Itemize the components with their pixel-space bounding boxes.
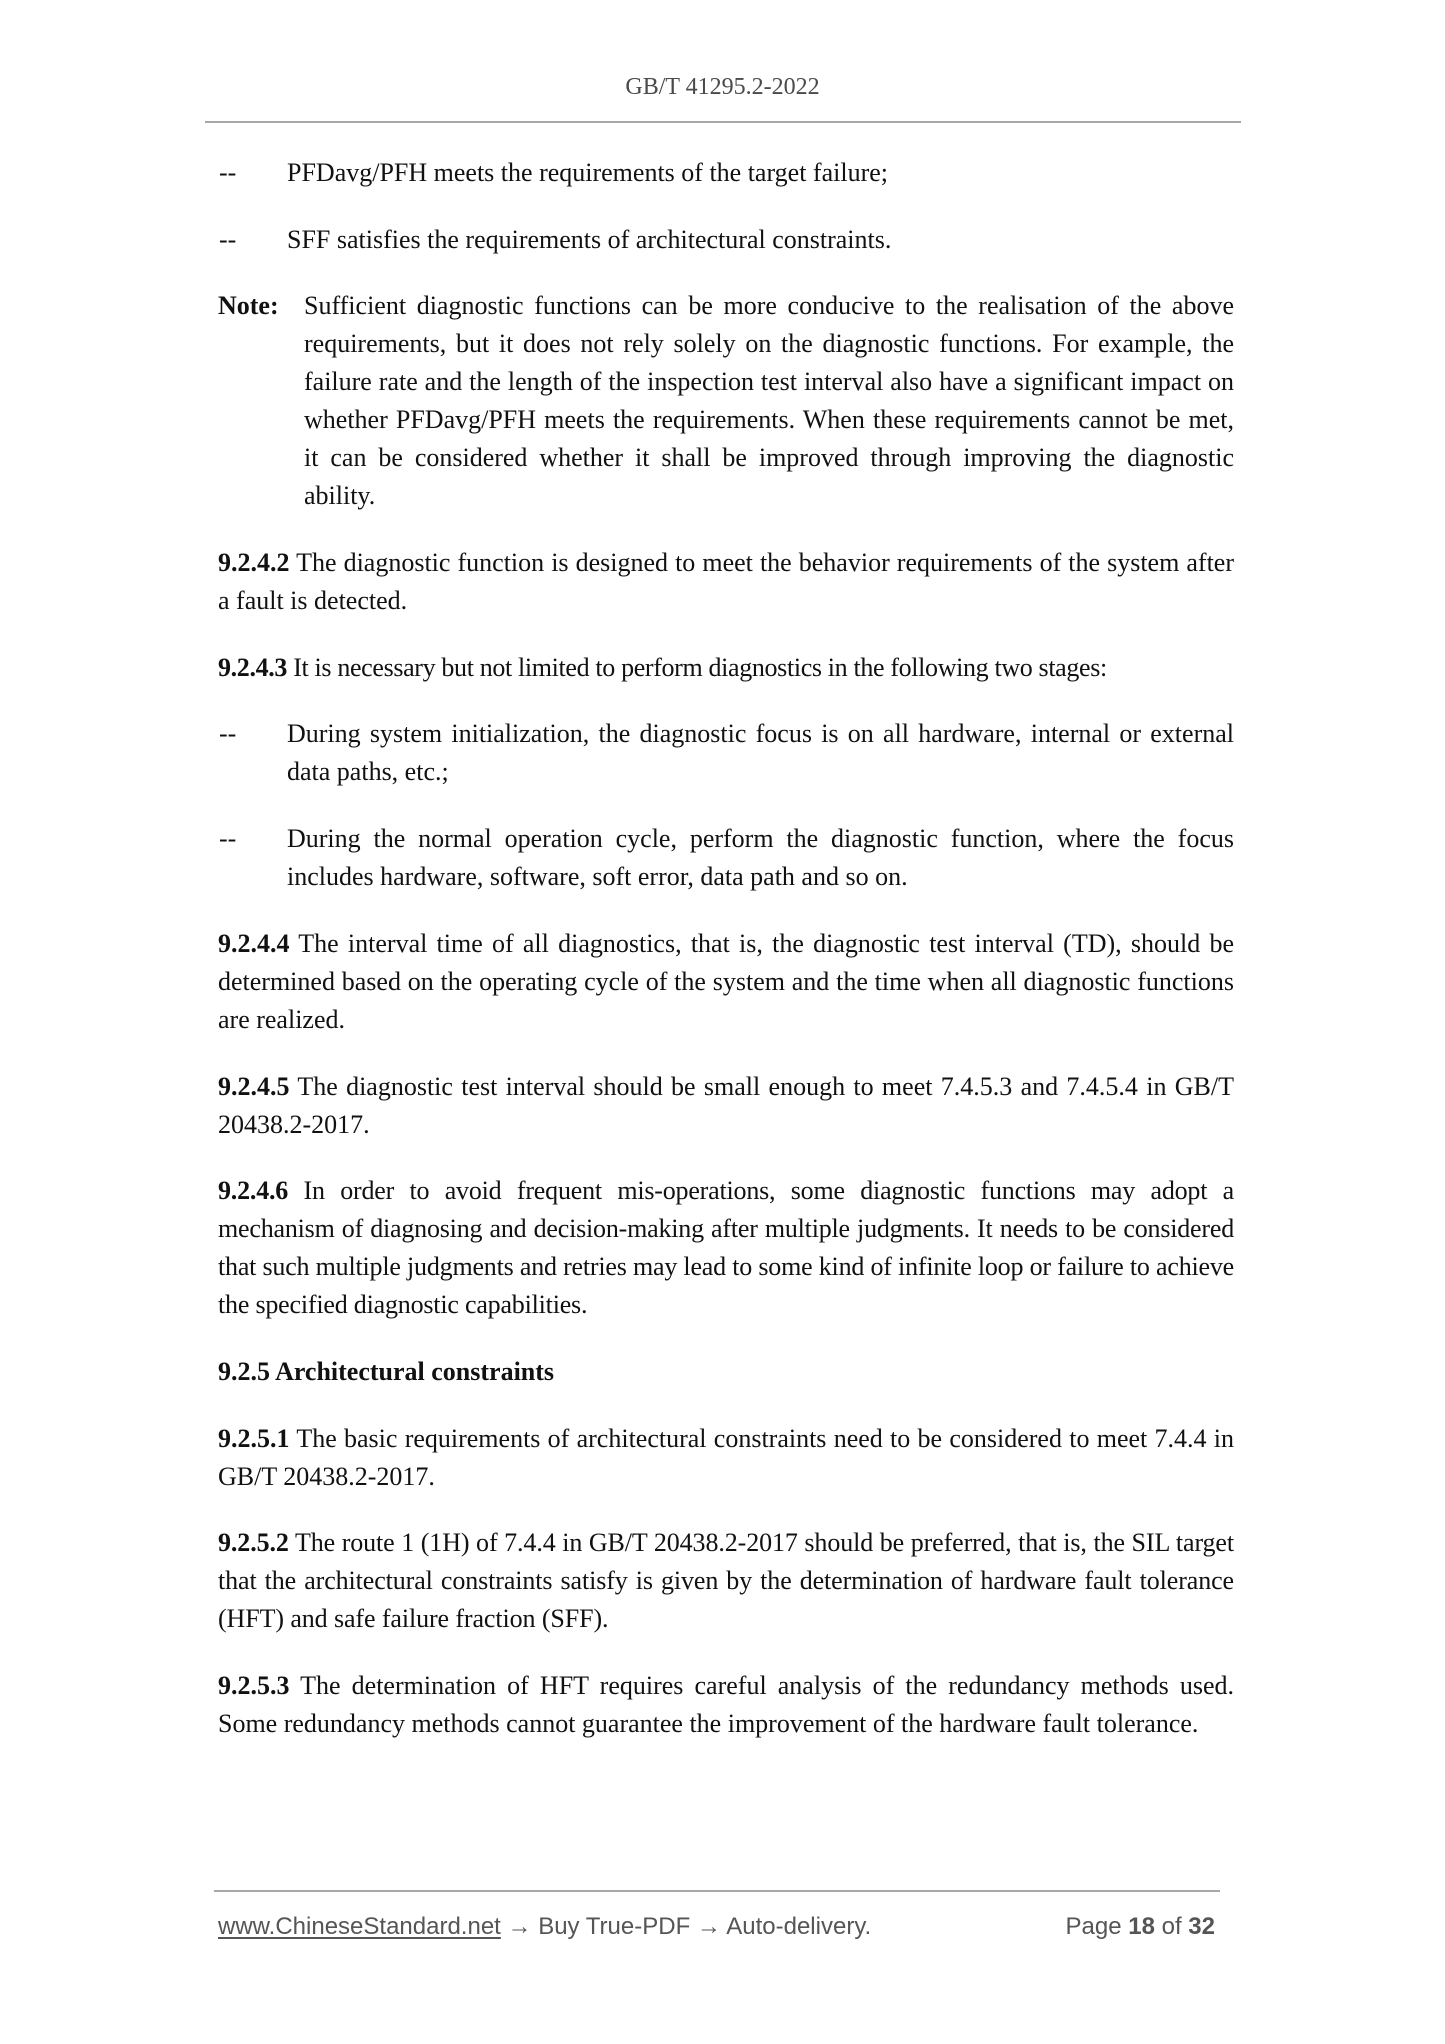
- list-item: -- PFDavg/PFH meets the requirements of the target failure;: [219, 158, 888, 187]
- page-of-label: of: [1161, 1913, 1182, 1940]
- website-link[interactable]: www.ChineseStandard.net: [218, 1913, 501, 1940]
- list-item: -- During system initialization, the diagnostic focus is on all hardware, internal or external data paths, etc.;: [219, 719, 1234, 787]
- list-item: -- During the normal operation cycle, perform the diagnostic function, where the focus includes hardware, software, soft error, data path and so on.: [219, 824, 1234, 892]
- clause-text: The route 1 (1H) of 7.4.4 in GB/T 20438.2-2017 should be preferred, that is, the SIL target that the architectural constraints satisfy is given by the determination of hardware fault tolerance (HFT) and safe failure fraction (SFF).: [218, 1528, 1234, 1634]
- clause-text: It is necessary but not limited to perform diagnostics in the following two stages:: [293, 652, 1107, 682]
- clause-text: In order to avoid frequent mis-operations, some diagnostic functions may adopt a mechanism of diagnosing and decision-making after multiple judgments. It needs to be considered that such multiple judgments and retries may lead to some kind of infinite loop or failure to achieve the specified diagnostic capabilities.: [218, 1176, 1234, 1320]
- page-label: Page: [1065, 1913, 1122, 1940]
- note-label: Note:: [218, 291, 279, 321]
- clause-9-2-4-3: [218, 649, 1234, 687]
- clause-9-2-4-4: [218, 925, 1234, 1039]
- clause-text: The interval time of all diagnostics, that is, the diagnostic test interval (TD), should be determined based on the operating cycle of the system and the time when all diagnostic functions are realized.: [218, 928, 1234, 1034]
- page-current: 18: [1128, 1913, 1155, 1940]
- clause-9-2-5-3: [218, 1667, 1234, 1743]
- header-divider: [205, 121, 1241, 123]
- clause-text: The diagnostic test interval should be small enough to meet 7.4.5.3 and 7.4.5.4 in GB/T 20438.2-2017.: [218, 1071, 1234, 1139]
- clause-text: The diagnostic function is designed to meet the behavior requirements of the system after a fault is detected.: [218, 548, 1235, 616]
- clause-number: 9.2.4.2: [218, 548, 290, 578]
- clause-number: 9.2.4.3: [218, 652, 288, 682]
- footer-step-delivery: Auto-delivery.: [726, 1913, 872, 1940]
- clause-number: 9.2.5.2: [218, 1528, 289, 1558]
- clause-9-2-5-2: [218, 1524, 1234, 1638]
- page-header: [0, 70, 1445, 104]
- clause-9-2-5-1: [218, 1420, 1234, 1496]
- section-heading: 9.2.5 Architectural constraints: [218, 1356, 555, 1386]
- arrow-right-icon: →: [507, 1913, 532, 1940]
- footer-divider: [214, 1890, 1220, 1892]
- clause-9-2-4-6: [218, 1172, 1234, 1324]
- clause-number: 9.2.4.5: [218, 1071, 290, 1101]
- page-footer: [218, 1911, 1218, 1943]
- document-body: [218, 154, 1234, 1772]
- clause-number: 9.2.5.1: [218, 1423, 290, 1453]
- clause-number: 9.2.4.6: [218, 1176, 289, 1206]
- clause-number: 9.2.5.3: [218, 1670, 290, 1700]
- footer-promo: [218, 1911, 871, 1943]
- note-block: [218, 287, 1234, 515]
- clause-number: 9.2.4.4: [218, 928, 290, 958]
- list-item: -- SFF satisfies the requirements of architectural constraints.: [219, 224, 892, 254]
- page-number: [1066, 1911, 1216, 1943]
- page-total: 32: [1188, 1913, 1215, 1940]
- clause-text: The determination of HFT requires careful analysis of the redundancy methods used. Some redundancy methods cannot guarantee the improvement of the hardware fault tolerance.: [218, 1670, 1234, 1738]
- footer-step-buy: Buy True-PDF: [538, 1913, 691, 1940]
- arrow-right-icon: →: [696, 1913, 721, 1940]
- clause-text: The basic requirements of architectural constraints need to be considered to meet 7.4.4 in GB/T 20438.2-2017.: [218, 1423, 1235, 1491]
- document-code: GB/T 41295.2-2022: [625, 74, 820, 100]
- clause-9-2-4-2: [218, 544, 1234, 620]
- clause-9-2-4-5: [218, 1068, 1234, 1144]
- note-text: Sufficient diagnostic functions can be more conducive to the realisation of the above requirements, but it does not rely solely on the diagnostic functions. For example, the failure rate and the length of the inspection test interval also have a significant impact on whether PFDavg/PFH meets the requirements. When these requirements cannot be met, it can be considered whether it shall be improved through improving the diagnostic ability.: [304, 291, 1234, 511]
